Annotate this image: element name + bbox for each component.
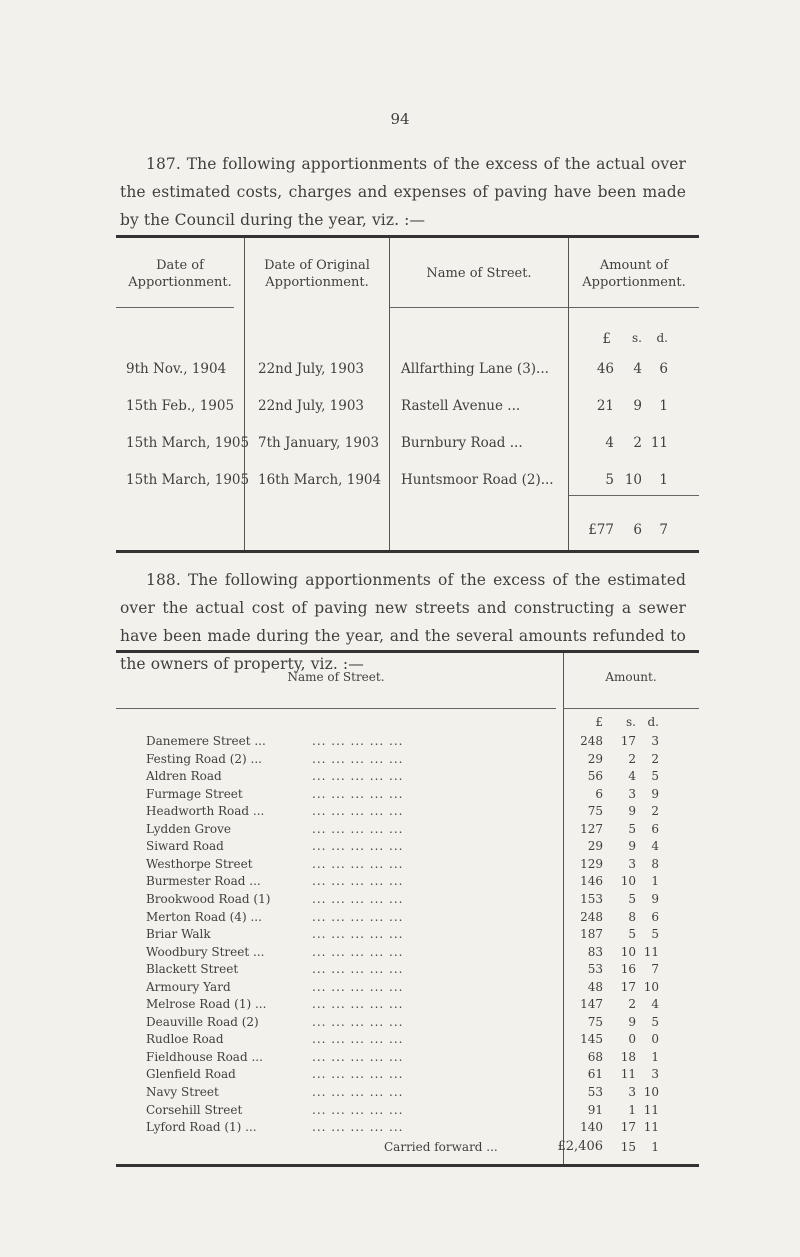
row-pence: 5 — [651, 769, 659, 784]
row-shillings: 17 — [620, 979, 636, 994]
row-pounds: 83 — [587, 944, 603, 959]
row-shillings: 3 — [628, 856, 636, 871]
leader-dots: ... ... ... ... ... — [312, 1032, 404, 1047]
row-pounds: 48 — [587, 979, 603, 994]
row-pence: 1 — [651, 1049, 659, 1064]
row-shillings: 16 — [620, 962, 636, 977]
leader-dots: ... ... ... ... ... — [312, 1049, 404, 1064]
row-pence: 10 — [643, 979, 659, 994]
row-pence: 5 — [651, 927, 659, 942]
row-pounds: 75 — [587, 1014, 603, 1029]
header-street: Name of Street. — [287, 670, 385, 684]
table-row — [116, 768, 699, 785]
street-name: Armoury Yard — [146, 979, 231, 994]
leader-dots: ... ... ... ... ... — [312, 769, 404, 784]
table-row — [116, 1031, 699, 1048]
row-pence: 3 — [651, 734, 659, 748]
table-top-rule — [116, 235, 699, 238]
total-pounds: £77 — [588, 522, 614, 538]
row-pounds: 4 — [605, 435, 614, 451]
row-shillings: 5 — [628, 891, 636, 906]
leader-dots: ... ... ... ... ... — [312, 1120, 404, 1135]
leader-dots: ... ... ... ... ... — [312, 927, 404, 942]
row-pence: 6 — [659, 361, 668, 377]
column-divider — [389, 238, 390, 550]
street-name: Blackett Street — [146, 962, 239, 977]
row-shillings: 17 — [620, 1120, 636, 1135]
leader-dots: ... ... ... ... ... — [312, 856, 404, 871]
row-shillings: 9 — [628, 804, 636, 819]
total-pence: 7 — [659, 522, 668, 538]
row-pence: 11 — [643, 1120, 659, 1135]
header-rule — [569, 307, 699, 308]
apportionment-table — [116, 235, 699, 553]
row-pounds: 21 — [596, 398, 614, 414]
street-name: Westhorpe Street — [146, 856, 253, 871]
street-name: Siward Road — [146, 839, 224, 854]
row-original-date: 22nd July, 1903 — [258, 398, 365, 414]
row-pounds: 56 — [587, 769, 603, 784]
page-number: 94 — [390, 110, 410, 128]
street-name: Festing Road (2) ... — [146, 751, 262, 766]
row-pence: 11 — [643, 1102, 659, 1117]
row-pence: 7 — [651, 962, 659, 977]
unit-pence: d. — [647, 715, 659, 729]
row-shillings: 1 — [628, 1102, 636, 1117]
table-row — [116, 803, 699, 820]
header-date-apportionment: Date of Apportionment. — [128, 258, 232, 290]
row-shillings: 10 — [620, 874, 636, 889]
street-name: Fieldhouse Road ... — [146, 1049, 263, 1064]
table-top-rule — [116, 650, 699, 653]
row-original-date: 16th March, 1904 — [258, 472, 382, 488]
table-row — [116, 909, 699, 926]
table-row — [116, 891, 699, 908]
row-shillings: 2 — [628, 751, 636, 766]
row-shillings: 5 — [628, 821, 636, 836]
row-shillings: 9 — [628, 839, 636, 854]
row-pounds: 140 — [580, 1120, 603, 1135]
street-name: Deauville Road (2) — [146, 1014, 259, 1029]
row-pounds: 46 — [596, 361, 614, 377]
table-row — [116, 1102, 699, 1119]
header-street: Name of Street. — [426, 266, 532, 281]
row-shillings: 10 — [624, 472, 642, 488]
street-name: Headworth Road ... — [146, 804, 265, 819]
row-shillings: 10 — [620, 944, 636, 959]
row-pounds: 248 — [580, 734, 603, 748]
table-row — [116, 1084, 699, 1101]
street-name: Woodbury Street ... — [146, 944, 265, 959]
table-row — [116, 786, 699, 803]
row-pounds: 146 — [580, 874, 603, 889]
row-pence: 9 — [651, 891, 659, 906]
header-date-original: Date of Original Apportionment. — [264, 258, 370, 290]
table-row — [116, 1049, 699, 1066]
street-name: Brookwood Road (1) — [146, 891, 271, 906]
row-shillings: 18 — [620, 1049, 636, 1064]
row-shillings: 9 — [628, 1014, 636, 1029]
row-pounds: 129 — [580, 856, 603, 871]
table-row — [116, 979, 699, 996]
row-shillings: 3 — [628, 1085, 636, 1099]
street-name: Lyford Road (1) ... — [146, 1120, 257, 1135]
row-pounds: 29 — [587, 751, 603, 766]
table-row — [116, 961, 699, 978]
header-amount: Amount of Apportionment. — [582, 258, 686, 290]
leader-dots: ... ... ... ... ... — [312, 804, 404, 819]
table-bottom-rule — [116, 1164, 699, 1167]
row-shillings: 11 — [620, 1067, 636, 1082]
leader-dots: ... ... ... ... ... — [312, 1085, 404, 1099]
row-original-date: 7th January, 1903 — [258, 435, 380, 451]
street-name: Danemere Street ... — [146, 734, 266, 748]
paragraph-187: 187. The following apportionments of the excess of the actual over the estimated costs, charges and expenses of paving have been made by the Council during the year, viz. :— — [120, 155, 686, 229]
header-rule — [563, 708, 699, 709]
table-row — [116, 1066, 699, 1083]
row-pence: 6 — [651, 909, 659, 924]
row-pounds: 187 — [580, 927, 603, 942]
row-pounds: 53 — [587, 962, 603, 977]
table-row — [116, 873, 699, 890]
table-row — [116, 926, 699, 943]
street-name: Lydden Grove — [146, 821, 231, 836]
row-pence: 2 — [651, 751, 659, 766]
row-pence: 11 — [643, 944, 659, 959]
row-pounds: 153 — [580, 891, 603, 906]
header-rule — [390, 307, 568, 308]
row-pence: 1 — [659, 398, 668, 414]
street-name: Navy Street — [146, 1085, 219, 1099]
row-pence: 5 — [651, 1014, 659, 1029]
leader-dots: ... ... ... ... ... — [312, 839, 404, 854]
leader-dots: ... ... ... ... ... — [312, 1014, 404, 1029]
unit-pence: d. — [656, 331, 668, 345]
row-date: 15th March, 1905 — [126, 472, 250, 488]
units-row — [116, 714, 699, 731]
row-date: 9th Nov., 1904 — [126, 361, 227, 377]
row-pence: 11 — [650, 435, 668, 451]
paragraph-188: 188. The following apportionments of the excess of the estimated over the actual cost of paving new streets and constructing a sewer have been made during the year, and the several amounts refunded to the owners of property, viz. :— — [120, 571, 686, 673]
row-pounds: 248 — [580, 909, 603, 924]
carried-shillings: 15 — [620, 1140, 636, 1154]
row-shillings: 4 — [633, 361, 642, 377]
row-pence: 4 — [651, 997, 659, 1012]
row-shillings: 2 — [628, 997, 636, 1012]
leader-dots: ... ... ... ... ... — [312, 734, 404, 748]
leader-dots: ... ... ... ... ... — [312, 891, 404, 906]
row-date: 15th Feb., 1905 — [126, 398, 235, 414]
street-name: Furmage Street — [146, 786, 243, 801]
table-row — [116, 733, 699, 750]
unit-shillings: s. — [632, 331, 642, 345]
street-name: Melrose Road (1) ... — [146, 997, 267, 1012]
leader-dots: ... ... ... ... ... — [312, 874, 404, 889]
leader-dots: ... ... ... ... ... — [312, 786, 404, 801]
header-rule — [116, 708, 556, 709]
row-original-date: 22nd July, 1903 — [258, 361, 365, 377]
street-name: Briar Walk — [146, 927, 211, 942]
row-street: Rastell Avenue ... — [401, 398, 521, 414]
row-pounds: 6 — [595, 786, 603, 801]
leader-dots: ... ... ... ... ... — [312, 944, 404, 959]
leader-dots: ... ... ... ... ... — [312, 979, 404, 994]
row-shillings: 17 — [620, 734, 636, 748]
table-row — [116, 996, 699, 1013]
row-pence: 1 — [659, 472, 668, 488]
carried-pounds: £2,406 — [557, 1139, 603, 1154]
row-street: Huntsmoor Road (2)... — [401, 472, 554, 488]
unit-pounds: £ — [602, 331, 611, 347]
total-shillings: 6 — [633, 522, 642, 538]
leader-dots: ... ... ... ... ... — [312, 1067, 404, 1082]
row-pence: 6 — [651, 821, 659, 836]
leader-dots: ... ... ... ... ... — [312, 997, 404, 1012]
row-pounds: 91 — [587, 1102, 603, 1117]
row-shillings: 9 — [633, 398, 642, 414]
header-amount: Amount. — [605, 670, 657, 684]
row-pounds: 5 — [605, 472, 614, 488]
row-date: 15th March, 1905 — [126, 435, 250, 451]
table-row — [116, 751, 699, 768]
row-pence: 4 — [651, 839, 659, 854]
street-name: Merton Road (4) ... — [146, 909, 262, 924]
street-name: Corsehill Street — [146, 1102, 243, 1117]
row-shillings: 0 — [628, 1032, 636, 1047]
carried-forward-label: Carried forward ... — [384, 1140, 498, 1154]
row-pounds: 145 — [580, 1032, 603, 1047]
refund-table — [116, 650, 699, 1167]
row-street: Burnbury Road ... — [401, 435, 523, 451]
row-shillings: 2 — [633, 435, 642, 451]
leader-dots: ... ... ... ... ... — [312, 751, 404, 766]
table-row — [116, 821, 699, 838]
leader-dots: ... ... ... ... ... — [312, 962, 404, 977]
row-pounds: 29 — [587, 839, 603, 854]
row-pounds: 75 — [587, 804, 603, 819]
leader-dots: ... ... ... ... ... — [312, 909, 404, 924]
row-pence: 10 — [643, 1085, 659, 1099]
table-row — [116, 1119, 699, 1136]
street-name: Burmester Road ... — [146, 874, 261, 889]
column-divider — [244, 238, 245, 550]
row-shillings: 4 — [628, 769, 636, 784]
street-name: Glenfield Road — [146, 1067, 236, 1082]
table-row — [116, 944, 699, 961]
table-row — [116, 838, 699, 855]
row-pounds: 147 — [580, 997, 603, 1012]
row-pounds: 53 — [587, 1085, 603, 1099]
row-pounds: 68 — [587, 1049, 603, 1064]
unit-shillings: s. — [626, 715, 636, 729]
row-pounds: 127 — [580, 821, 603, 836]
header-rule — [116, 307, 234, 308]
unit-pounds: £ — [595, 715, 603, 729]
carried-pence: 1 — [651, 1140, 659, 1154]
carried-forward-row — [116, 1137, 699, 1157]
row-shillings: 8 — [628, 909, 636, 924]
table-bottom-rule — [116, 550, 699, 553]
row-street: Allfarthing Lane (3)... — [401, 361, 549, 377]
row-shillings: 5 — [628, 927, 636, 942]
leader-dots: ... ... ... ... ... — [312, 821, 404, 836]
table-row — [116, 856, 699, 873]
row-pounds: 61 — [587, 1067, 603, 1082]
row-pence: 1 — [651, 874, 659, 889]
row-pence: 2 — [651, 804, 659, 819]
leader-dots: ... ... ... ... ... — [312, 1102, 404, 1117]
row-pence: 3 — [651, 1067, 659, 1082]
total-rule — [569, 495, 699, 496]
street-name: Aldren Road — [146, 769, 222, 784]
table-row — [116, 1014, 699, 1031]
row-pence: 9 — [651, 786, 659, 801]
row-pence: 8 — [651, 856, 659, 871]
row-pence: 0 — [651, 1032, 659, 1047]
street-name: Rudloe Road — [146, 1032, 224, 1047]
row-shillings: 3 — [628, 786, 636, 801]
